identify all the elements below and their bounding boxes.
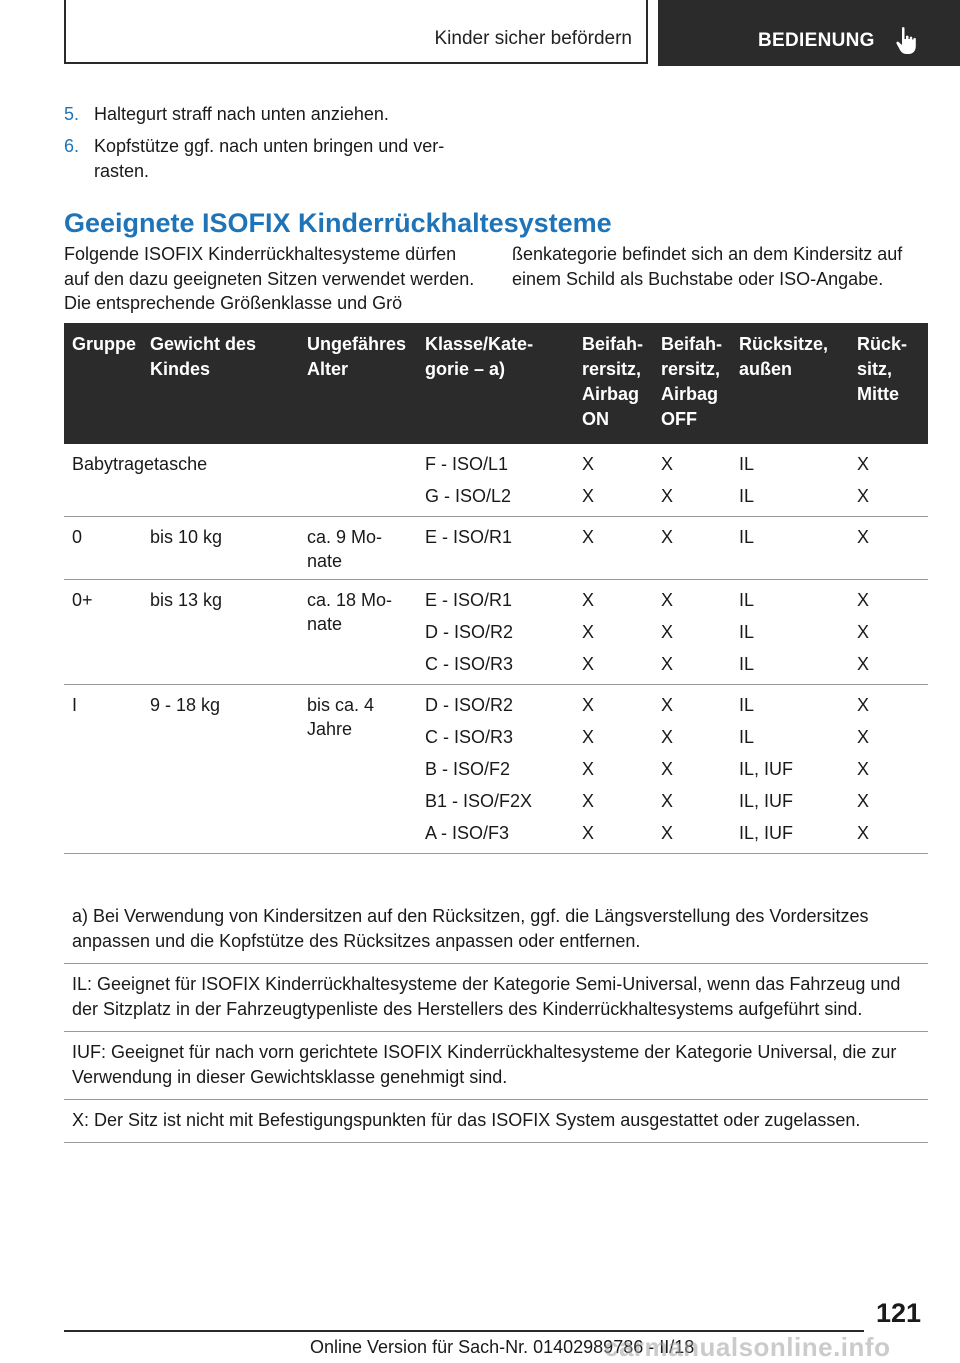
weight-cell: 9 - 18 kg — [150, 695, 221, 715]
airbag-on-cell — [574, 444, 653, 517]
cell-value: X — [582, 527, 595, 547]
cell-value: IL — [739, 695, 755, 715]
cell-value: X — [661, 791, 674, 811]
table-footnotes — [64, 896, 928, 1143]
cell-value: X — [857, 823, 870, 843]
table-row — [64, 444, 928, 517]
cell-value: A - ISO/F3 — [425, 823, 510, 843]
cell-value: X — [661, 527, 674, 547]
cell-value: IL — [739, 622, 755, 642]
table-header-row — [64, 323, 928, 444]
table-row — [64, 685, 928, 854]
rear-middle-cell — [849, 517, 928, 580]
rear-middle-cell — [849, 444, 928, 517]
weight-cell: bis 10 kg — [150, 527, 223, 547]
class-cell — [417, 580, 574, 685]
page-number: 121 — [876, 1298, 922, 1328]
age-cell: ca. 18 Monate — [307, 590, 393, 634]
rear-middle-cell — [849, 685, 928, 854]
age-cell: bis ca. 4 Jahre — [307, 695, 375, 739]
class-cell — [417, 685, 574, 854]
cell-value: IL — [739, 486, 755, 506]
cell-value: B - ISO/F2 — [425, 759, 511, 779]
cell-value: X — [857, 791, 870, 811]
cell-value: IL, IUF — [739, 759, 794, 779]
column-header-airbag-off: Beifahrersitz, Airbag OFF — [661, 334, 723, 429]
watermark-text: carmanualsonline.info — [604, 1332, 891, 1362]
section-title: Geeignete ISOFIX Kinderrückhaltesysteme — [64, 208, 612, 238]
instruction-steps — [64, 102, 484, 191]
airbag-on-cell — [574, 685, 653, 854]
step-text: Kopfstütze ggf. nach unten bringen und verrasten. — [94, 136, 445, 181]
cell-value: E - ISO/R1 — [425, 590, 513, 610]
airbag-off-cell — [653, 685, 731, 854]
cell-value: X — [857, 654, 870, 674]
cell-value: X — [582, 454, 595, 474]
column-header-age: Ungefähres Alter — [307, 334, 407, 379]
intro-text-left: Folgende ISOFIX Kinderrückhaltesysteme dürfen auf den dazu geeigneten Sitzen verwendet werden. Die entsprechende Größenklasse und Grö — [64, 244, 475, 313]
class-cell — [417, 444, 574, 517]
cell-value: D - ISO/R2 — [425, 695, 514, 715]
cell-value: X — [661, 622, 674, 642]
footnote-il: IL: Geeignet für ISOFIX Kinderrückhaltesysteme der Kategorie Semi-Universal, wenn das Fahrzeug und der Sitzplatz in der Fahrzeugtypenliste des Herstellers des Kinderrückhaltesystems aufgeführt sind. — [64, 964, 928, 1032]
cell-value: C - ISO/R3 — [425, 654, 514, 674]
cell-value: IL — [739, 454, 755, 474]
step-text: Haltegurt straff nach unten anziehen. — [94, 104, 389, 124]
running-header-box — [64, 0, 648, 64]
hand-pointer-icon — [894, 26, 920, 56]
cell-value: X — [582, 590, 595, 610]
cell-value: IL — [739, 727, 755, 747]
cell-value: X — [857, 527, 870, 547]
class-cell — [417, 517, 574, 580]
cell-value: B1 - ISO/F2X — [425, 791, 533, 811]
cell-value: X — [582, 622, 595, 642]
column-header-class: Klasse/Kategorie – a) — [425, 334, 534, 379]
cell-value: X — [661, 654, 674, 674]
rear-outer-cell — [731, 517, 849, 580]
column-header-rear-outer: Rücksitze, außen — [739, 334, 829, 379]
table-row — [64, 580, 928, 685]
group-cell: I — [72, 695, 78, 715]
cell-value: X — [582, 695, 595, 715]
rear-outer-cell — [731, 580, 849, 685]
footnote-iuf: IUF: Geeignet für nach vorn gerichtete ISOFIX Kinderrückhaltesysteme der Kategorie Universal, die zur Verwendung in dieser Gewichtsklasse genehmigt sind. — [64, 1032, 928, 1100]
group-cell: 0 — [72, 527, 83, 547]
cell-value: X — [582, 759, 595, 779]
online-version-note: Online Version für Sach-Nr. 01402989786 - II/18 — [310, 1337, 695, 1357]
weight-cell: bis 13 kg — [150, 590, 223, 610]
cell-value: IL — [739, 654, 755, 674]
cell-value: X — [857, 695, 870, 715]
footnote-x: X: Der Sitz ist nicht mit Befestigungspunkten für das ISOFIX System ausgestattet oder zugelassen. — [64, 1100, 928, 1143]
airbag-on-cell — [574, 517, 653, 580]
airbag-off-cell — [653, 580, 731, 685]
table-body — [64, 444, 928, 854]
cell-value: IL, IUF — [739, 791, 794, 811]
column-header-airbag-on: Beifahrersitz, Airbag ON — [582, 334, 644, 429]
cell-value: X — [661, 823, 674, 843]
cell-value: X — [857, 590, 870, 610]
cell-value: E - ISO/R1 — [425, 527, 513, 547]
column-header-group: Gruppe — [72, 334, 137, 354]
column-header-weight: Gewicht des Kindes — [150, 334, 257, 379]
group-cell: Babytragetasche — [72, 454, 208, 474]
group-cell: 0+ — [72, 590, 93, 610]
chapter-title: BEDIENUNG — [758, 30, 875, 51]
cell-value: X — [661, 590, 674, 610]
cell-value: X — [582, 654, 595, 674]
cell-value: IL, IUF — [739, 823, 794, 843]
step-item — [64, 102, 484, 127]
isofix-table-container — [64, 323, 928, 854]
step-number: 6. — [64, 136, 80, 156]
cell-value: X — [857, 622, 870, 642]
step-item — [64, 134, 484, 184]
cell-value: X — [661, 486, 674, 506]
cell-value: X — [582, 823, 595, 843]
cell-value: X — [661, 454, 674, 474]
cell-value: X — [857, 486, 870, 506]
cell-value: X — [857, 727, 870, 747]
cell-value: X — [582, 791, 595, 811]
airbag-off-cell — [653, 444, 731, 517]
cell-value: X — [661, 759, 674, 779]
cell-value: X — [661, 727, 674, 747]
isofix-table — [64, 323, 928, 854]
cell-value: X — [857, 454, 870, 474]
airbag-off-cell — [653, 517, 731, 580]
cell-value: X — [582, 727, 595, 747]
age-cell: ca. 9 Monate — [307, 527, 383, 571]
rear-middle-cell — [849, 580, 928, 685]
column-header-rear-middle: Rücksitz, Mitte — [857, 334, 908, 404]
cell-value: C - ISO/R3 — [425, 727, 514, 747]
cell-value: F - ISO/L1 — [425, 454, 509, 474]
step-number: 5. — [64, 104, 80, 124]
cell-value: IL — [739, 527, 755, 547]
intro-text-right: ßenkategorie befindet sich an dem Kindersitz auf einem Schild als Buchstabe oder ISO-Angabe. — [512, 244, 903, 289]
cell-value: X — [661, 695, 674, 715]
table-row — [64, 517, 928, 580]
header-section-title: Kinder sicher befördern — [434, 28, 632, 49]
rear-outer-cell — [731, 685, 849, 854]
cell-value: G - ISO/L2 — [425, 486, 512, 506]
footnote-a: a) Bei Verwendung von Kindersitzen auf den Rücksitzen, ggf. die Längsverstellung des Vordersitzes anpassen und die Kopfstütze des Rücksitzes anpassen oder entfernen. — [64, 896, 928, 964]
airbag-on-cell — [574, 580, 653, 685]
chapter-tab[interactable] — [658, 0, 960, 66]
cell-value: X — [857, 759, 870, 779]
cell-value: IL — [739, 590, 755, 610]
cell-value: X — [582, 486, 595, 506]
cell-value: D - ISO/R2 — [425, 622, 514, 642]
rear-outer-cell — [731, 444, 849, 517]
